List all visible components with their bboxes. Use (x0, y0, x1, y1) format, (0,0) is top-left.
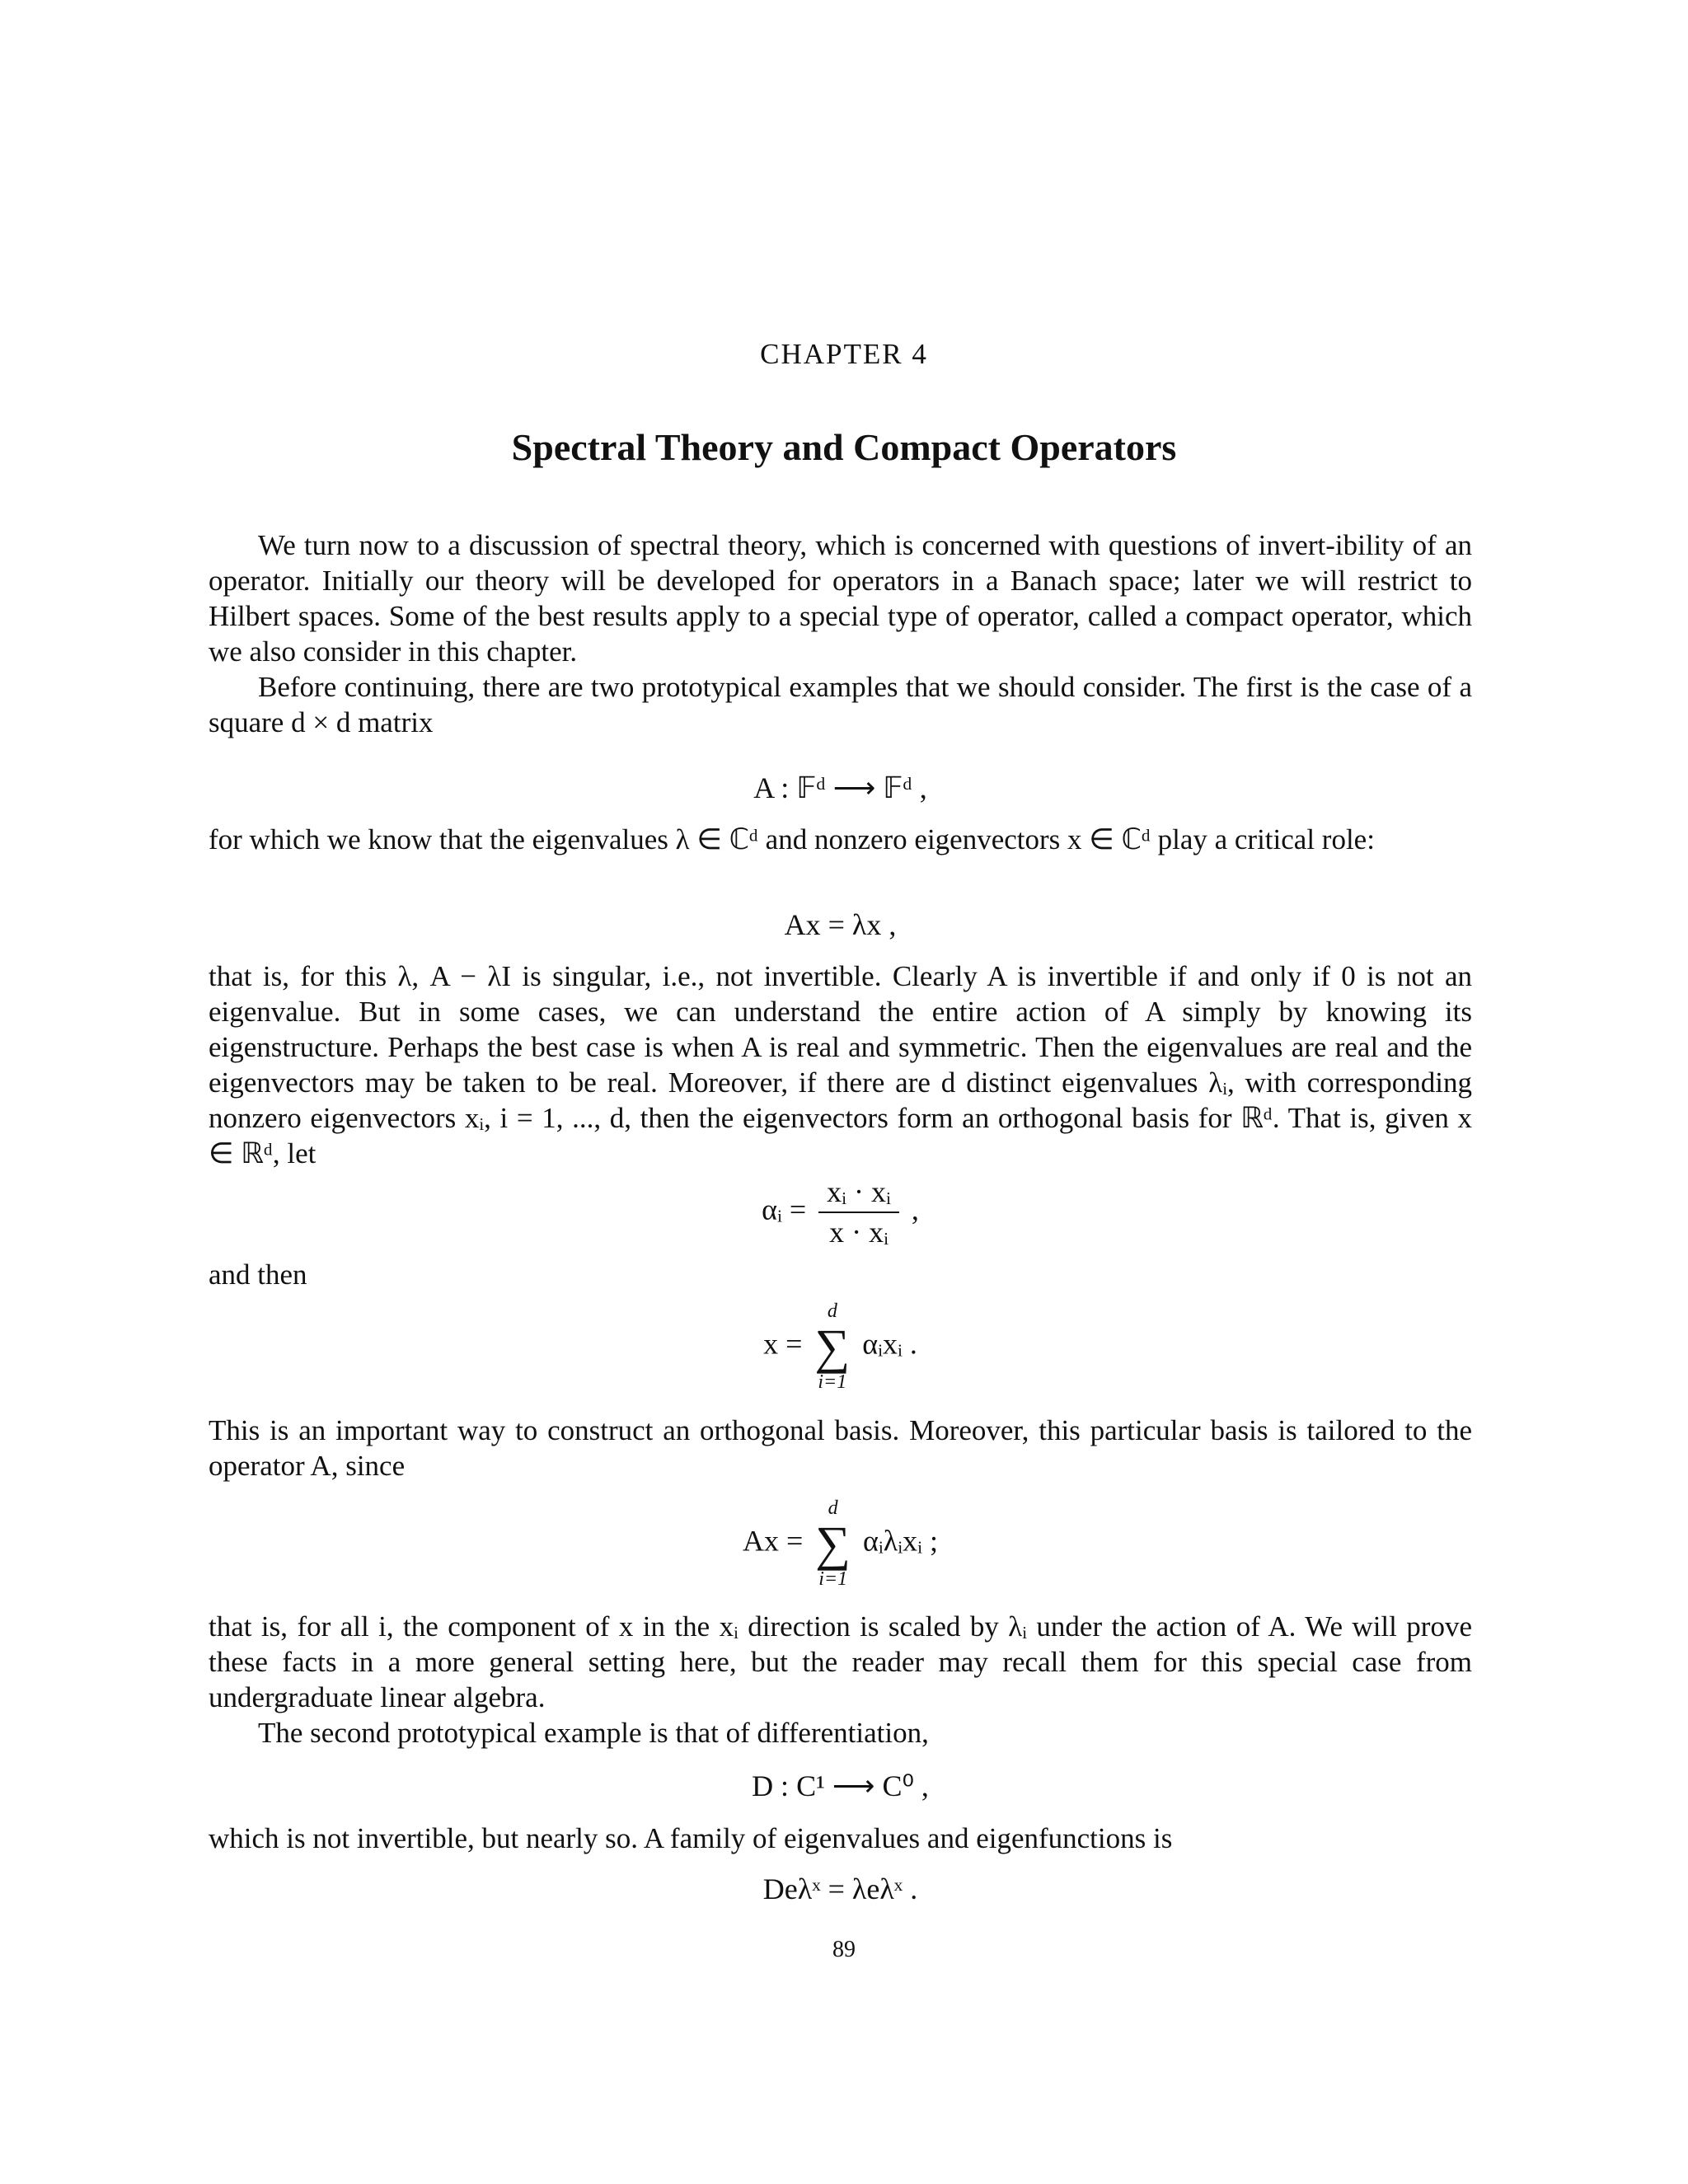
paragraph-eigen: for which we know that the eigenvalues λ ∈ ℂᵈ and nonzero eigenvectors x ∈ ℂᵈ play a critical role: (209, 823, 1375, 855)
action-lhs: Ax = (742, 1524, 804, 1558)
paragraph-symmetric: that is, for this λ, A − λI is singular, i.e., not invertible. Clearly A is invertible if and only if 0 is not an eigenvalue. But in some cases, we can understand the entire action of A simply by knowing its eigenstructure. Perhaps the best case is when A is real and symmetric. Then the eigenvalues are real and the eigenvectors may be taken to be real. Moreover, if there are d distinct eigenvalues λᵢ, with corresponding nonzero eigenvectors xᵢ, i = 1, ..., d, then the eigenvectors form an orthogonal basis for ℝᵈ. That is, given x ∈ ℝᵈ, let (209, 960, 1472, 1169)
sum-lower-limit: i=1 (818, 1568, 848, 1590)
paragraph-prototypes: Before continuing, there are two prototypical examples that we should consider. The first is the case of a square d × d matrix (209, 671, 1472, 738)
summation-symbol (815, 1497, 851, 1590)
chapter-label: CHAPTER 4 (760, 338, 928, 370)
sum-lower-limit: i=1 (818, 1371, 847, 1393)
equation-exponential: Deλˣ = λeλˣ . (762, 1872, 918, 1905)
summation-symbol (814, 1301, 850, 1393)
sigma-glyph: ∑ (815, 1516, 851, 1571)
equation-derivative-map: D : C¹ ⟶ C⁰ , (752, 1769, 929, 1802)
alpha-tail: , (911, 1193, 919, 1226)
paragraph-and-then: and then (209, 1258, 307, 1291)
fraction-denominator: x · xᵢ (829, 1216, 889, 1249)
fraction-numerator: xᵢ · xᵢ (818, 1174, 899, 1213)
equation-eigen: Ax = λx , (784, 908, 897, 941)
paragraph-differentiation: The second prototypical example is that of differentiation, (258, 1717, 929, 1749)
alpha-lhs: αᵢ = (762, 1193, 807, 1226)
chapter-title: Spectral Theory and Compact Operators (511, 426, 1177, 468)
paragraph-intro: We turn now to a discussion of spectral theory, which is concerned with questions of invert-ibility of an operator. Initially our theory will be developed for operators in a Banach space; later we will restrict to Hilbert spaces. Some of the best results apply to a special type of operator, called a compact operator, which we also consider in this chapter. (209, 529, 1472, 668)
sum-upper-limit: d (828, 1497, 838, 1519)
equation-alpha (209, 1174, 1472, 1250)
alpha-fraction (818, 1174, 899, 1250)
paragraph-scaling: that is, for all i, the component of x in the xᵢ direction is scaled by λᵢ under the action of A. We will prove these facts in a more general setting here, but the reader may recall them for this special case from undergraduate linear algebra. (209, 1610, 1472, 1713)
sum-upper-limit: d (827, 1301, 837, 1322)
paragraph-eigenfunctions: which is not invertible, but nearly so. A family of eigenvalues and eigenfunctions is (209, 1822, 1173, 1854)
page-number: 89 (832, 1937, 856, 1962)
expansion-rhs: αᵢxᵢ . (862, 1327, 917, 1361)
expansion-lhs: x = (763, 1327, 803, 1361)
equation-expansion (209, 1301, 1472, 1393)
paragraph-orthogonal-basis: This is an important way to construct an orthogonal basis. Moreover, this particular basis is tailored to the operator A, since (209, 1414, 1472, 1482)
equation-matrix-map: A : 𝔽ᵈ ⟶ 𝔽ᵈ , (753, 771, 927, 804)
equation-action (209, 1497, 1472, 1590)
action-rhs: αᵢλᵢxᵢ ; (863, 1524, 939, 1558)
sigma-glyph: ∑ (814, 1319, 851, 1374)
